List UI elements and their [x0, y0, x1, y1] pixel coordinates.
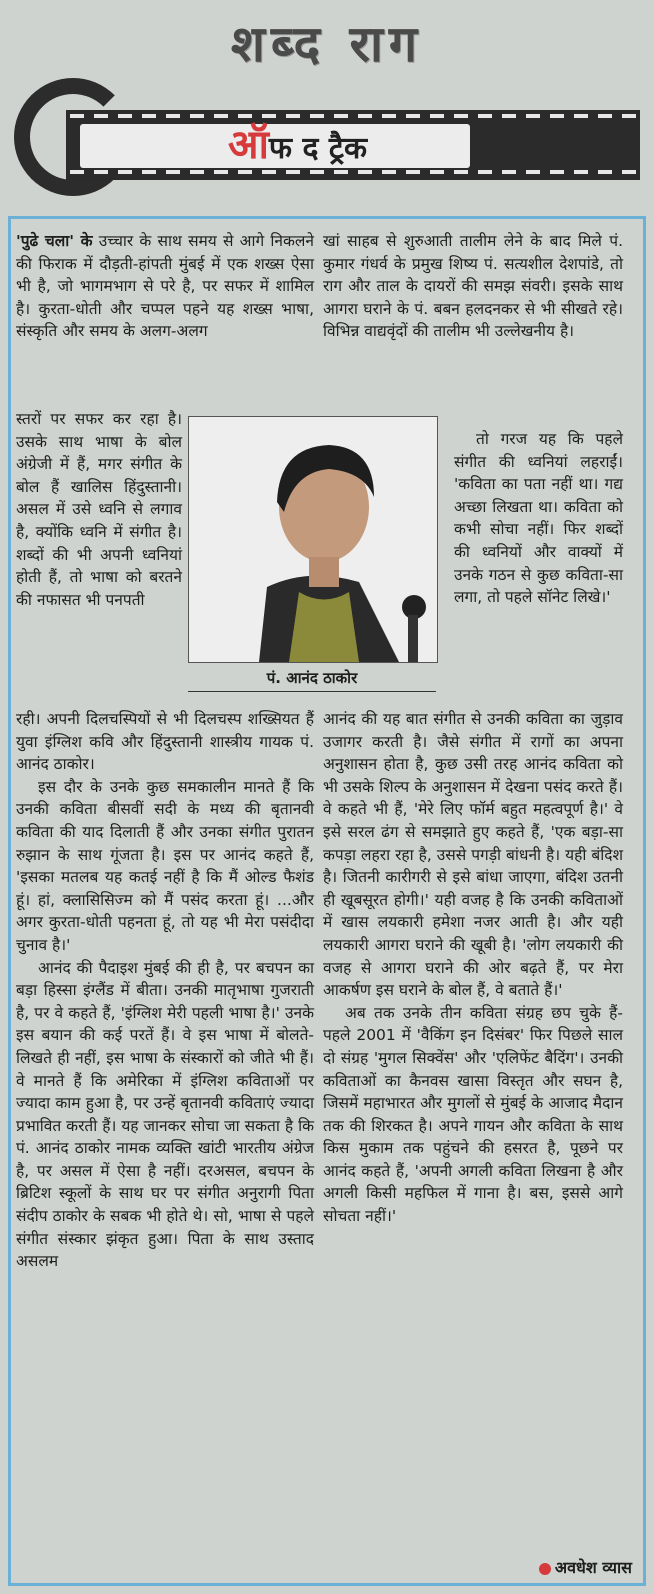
photo-caption: पं. आनंद ठाकोर [188, 665, 436, 692]
column-2-beside-photo [454, 428, 623, 609]
byline [539, 1556, 632, 1578]
column-2-para-2: अब तक उनके तीन कविता संग्रह छप चुके हैं- पहले 2001 में 'वैकिंग इन दिसंबर' फिर पिछले साल दो संग्रह 'मुगल सिक्वेंस' और 'एलिफेंट बैदिंग'। उनकी कविताओं का कैनवस खासा विस्तृत और सघन है, जिसमें महाभारत और मुगलों से मुंबई के आजाद मैदान तक की शिरकत है। अपने गायन और कविता के साथ किस मुकाम तक पहुंचने की हसरत है, पूछने पर आनंद कहते हैं, 'अपनी अगली कविता लिखना है और अगली किसी महफिल में गाना है। बस, इससे आगे सोचता नहीं।' [323, 1003, 623, 1226]
portrait-illustration [189, 417, 437, 662]
column-2-beside-photo-text: तो गरज यह कि पहले संगीत की ध्वनियां लहराईं। 'कविता का पता नहीं था। गद्य अच्छा लिखता था। कविता को कभी सोचा नहीं। फिर शब्दों की ध्वनियों और वाक्यों में उनके गठन से कुछ कविता-सा लगा, तो पहले सॉनेट लिखे।' [454, 430, 623, 607]
column-1-top-text: उच्चार के साथ समय से आगे निकलने की फिराक में दौड़ती-हांपती मुंबई में एक शख्स ऐसा भी है, जो भागमभाग से परे है, पर सफर में शामिल है। कुरता-धोती और चप्पल पहने यह शख्स भाषा, संस्कृति और समय के अलग-अलग [16, 232, 314, 341]
bullet-icon [539, 1563, 551, 1575]
column-name [228, 123, 367, 167]
column-1-para-1-end: रही। अपनी दिलचस्पियों से भी दिलचस्प शख्सियत हैं युवा इंग्लिश कवि और हिंदुस्तानी शास्त्रीय गायक पं. आनंद ठाकोर। [16, 710, 314, 774]
film-strip-top [70, 114, 636, 118]
column-1-para-3: आनंद की पैदाइश मुंबई की ही है, पर बचपन का बड़ा हिस्सा इंग्लैंड में बीता। उनकी मातृभाषा गुजराती है, पर वे कहते हैं, 'इंग्लिश मेरी पहली भाषा है।' उनके इस बयान की कई परतें हैं। वे इस भाषा में बोलते-लिखते ही नहीं, इस भाषा के संस्कारों को जीते भी हैं। वे मानते हैं कि अमेरिका में इंग्लिश कविताओं पर ज्यादा काम हुआ है, पर उन्हें बृतानवी कविताएं ज्यादा प्रभावित करती हैं। यह जानकर सोचा जा सकता है कि पं. आनंद ठाकोर नामक व्यक्ति खांटी भारतीय अंग्रेज है, पर असल में ऐसा है नहीं। दरअसल, बचपन के ब्रिटिश स्कूलों के साथ घर पर संगीत अनुरागी पिता संदीप ठाकोर के सबक भी होते थे। सो, भाषा से पहले संगीत संस्कार झंकृत हुआ। पिता के साथ उस्ताद असलम [16, 958, 314, 1271]
column-2-para-1-end: आनंद की यह बात संगीत से उनकी कविता का जुड़ाव उजागर करती है। जैसे संगीत में रागों का अपना अनुशासन होता है, कुछ उसी तरह आनंद कविता को भी उसके शिल्प के अनुशासन में देखना पसंद करते हैं। वे कहते भी हैं, 'मेरे लिए फॉर्म बहुत महत्वपूर्ण है।' वे इसे सरल ढंग से समझाते हुए कहते हैं, 'एक बड़ा-सा कपड़ा लहरा रहा है, उससे पगड़ी बांधनी है। यही बंदिश है। जितनी कारीगरी से इसे बांधा जाएगा, बंदिश उतनी ही खूबसूरत होगी।' यही वजह है कि उनकी कविताओं में खास लयकारी हमेशा नजर आती है। और यही लयकारी आगरा घराने की खूबी है। 'लोग लयकारी की वजह से आगरा घराने की ओर बढ़ते हैं, पर मेरा आकर्षण इस घराने के बोल हैं, वे बताते हैं।' [323, 710, 623, 1000]
column-2-top-text: खां साहब से शुरुआती तालीम लेने के बाद मिले पं. कुमार गंधर्व के प्रमुख शिष्य पं. सत्यशील देशपांडे, तो राग और ताल के दायरों की समझ संवरी। इसके साथ आगरा घराने के पं. बबन हलदनकर से भी सीखते रहे। विभिन्न वाद्यवृंदों की तालीम भी उल्लेखनीय है। [323, 232, 623, 341]
column-2-bottom [323, 708, 623, 1228]
film-strip-bottom [70, 170, 636, 174]
column-name-initial: ऑ [228, 122, 269, 168]
lead-in: 'पुढे चला' के [16, 232, 93, 250]
author-name: अवधेश व्यास [554, 1558, 632, 1577]
column-1-beside-photo-text: स्तरों पर सफर कर रहा है। उसके साथ भाषा के बोल अंग्रेजी में हैं, मगर संगीत के बोल हैं खालिस हिंदुस्तानी। असल में उसे ध्वनि से लगाव है, क्योंकि ध्वनि में संगीत है। शब्दों की भी अपनी ध्वनियां होती हैं, तो भाषा को बरतने की नफासत भी पनपती [16, 410, 182, 609]
section-title: शब्द राग [230, 15, 424, 73]
column-1-para-2: इस दौर के उनके कुछ समकालीन मानते हैं कि उनकी कविता बीसवीं सदी के मध्य की बृतानवी कविता की याद दिलाती हैं और उनका संगीत पुरातन रुझान के साथ गूंजता है। इस पर आनंद कहते हैं, 'इसका मतलब यह कतई नहीं है कि मैं ओल्ड फैशंड हूं। हां, क्लासिसिज्म को मैं पसंद करता हूं। ...और अगर कुरता-धोती पहनता हूं, तो यह भी मेरा पसंदीदा चुनाव है।' [16, 777, 314, 954]
column-1-top [16, 230, 314, 343]
column-name-rest: फ द ट्रैक [268, 131, 368, 166]
masthead [0, 0, 654, 72]
column-1-bottom [16, 708, 314, 1273]
portrait-photo [188, 416, 438, 663]
column-1-beside-photo [16, 408, 182, 611]
column-2-top [323, 230, 623, 343]
